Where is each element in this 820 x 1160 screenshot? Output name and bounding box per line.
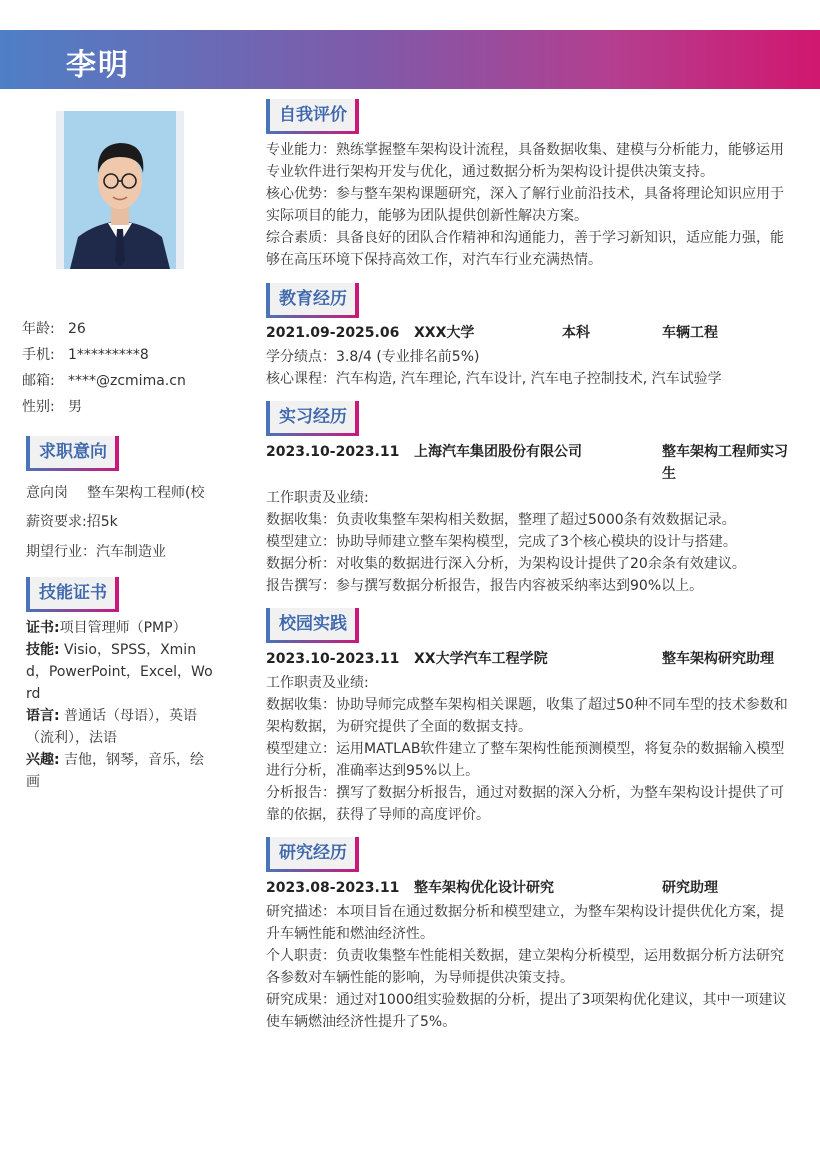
info-age: 年龄: 26 [22, 321, 86, 337]
internship-details: 工作职责及业绩: 数据收集：负责收集整车架构相关数据，整理了超过5000条有效数据记录。 模型建立：协助导师建立整车架构模型，完成了3个核心模块的设计与搭建。 数据分析：对收集的数据进行深入分析，为架构设计提供了20余条有效建议。 报告撰写：参与撰写数据分析报告，报告内容被采纳率达到90%以上。 [266, 490, 746, 594]
research-details: 研究描述：本项目旨在通过数据分析和模型建立，为整车架构设计提供优化方案，提升车辆性能和燃油经济性。 个人职责：负责收集整车性能相关数据，建立架构分析模型，运用数据分析方法研究各参数对车辆性能的影响，为导师提供决策支持。 研究成果：通过对1000组实验数据的分析，提出了3项架构优化建议，其中一项建议使车辆燃油经济性提升了5%。 [266, 904, 787, 1030]
name-banner [0, 30, 820, 89]
info-gender: 性别: 男 [22, 399, 82, 415]
skills-list [26, 617, 218, 793]
self-eval-text [266, 139, 796, 271]
skill-item: 兴趣: 吉他，钢琴，音乐，绘画 [26, 752, 205, 790]
intent-position: 意向岗 整车架构工程师(校 [26, 485, 205, 501]
skill-item: 语言: 普通话（母语），英语（流利），法语 [26, 708, 198, 746]
section-title-research: 研究经历 [266, 837, 359, 869]
section-title-intent: 求职意向 [26, 436, 119, 468]
self-eval-para: 核心优势：参与整车架构课题研究，深入了解行业前沿技术，具备将理论知识应用于实际项目的能力，能够为团队提供创新性解决方案。 [266, 186, 784, 224]
section-title-internship: 实习经历 [266, 401, 359, 433]
info-email: 邮箱: ****@zcmima.cn [22, 373, 186, 389]
candidate-name: 李明 [66, 48, 130, 83]
skill-item: 证书:项目管理师（PMP） [26, 620, 187, 636]
campus-details: 工作职责及业绩: 数据收集：协助导师完成整车架构相关课题，收集了超过50种不同车型的技术参数和架构数据，为研究提供了全面的数据支持。 模型建立：运用MATLAB软件建立了整车架构性能预测模型，将复杂的数据输入模型进行分析，准确率达到95%以上。 分析报告：撰写了数据分析报告，通过对数据的深入分析，为整车架构设计提供了可靠的依据，获得了导师的高度评价。 [266, 675, 788, 823]
education-details: 学分绩点：3.8/4 (专业排名前5%) 核心课程：汽车构造, 汽车理论, 汽车设计, 汽车电子控制技术, 汽车试验学 [266, 349, 722, 387]
self-eval-para: 综合素质：具备良好的团队合作精神和沟通能力，善于学习新知识，适应能力强，能够在高压环境下保持高效工作，对汽车行业充满热情。 [266, 230, 784, 268]
self-eval-para: 专业能力：熟练掌握整车架构设计流程，具备数据收集、建模与分析能力，能够运用专业软件进行架构开发与优化，通过数据分析为架构设计提供决策支持。 [266, 142, 784, 180]
intent-industry: 期望行业：汽车制造业 [26, 544, 166, 560]
intent-salary: 薪资要求:招5k [26, 514, 118, 530]
section-title-self-eval: 自我评价 [266, 99, 359, 131]
section-title-skills: 技能证书 [26, 577, 119, 609]
profile-photo [56, 111, 184, 269]
info-phone: 手机: 1*********8 [22, 347, 149, 363]
section-title-education: 教育经历 [266, 283, 359, 315]
skill-item: 技能: Visio，SPSS，Xmind，PowerPoint，Excel，Word [26, 642, 213, 702]
section-title-campus: 校园实践 [266, 608, 359, 640]
